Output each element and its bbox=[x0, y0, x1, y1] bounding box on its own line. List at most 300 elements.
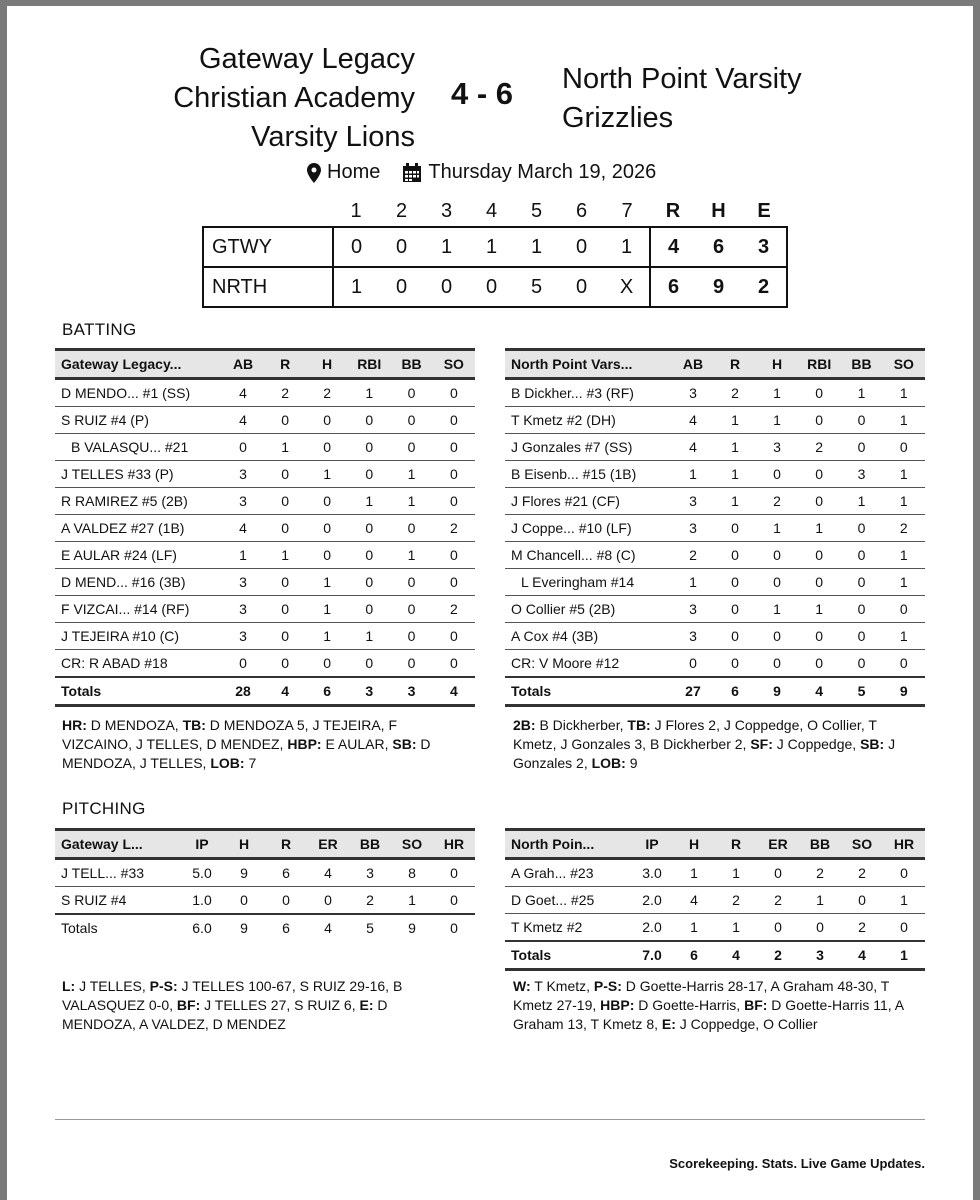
stat-value: 0 bbox=[223, 887, 265, 915]
home-batting-table bbox=[55, 348, 475, 707]
player-row bbox=[505, 914, 925, 942]
player-name: E AULAR #24 (LF) bbox=[55, 542, 222, 569]
totals-value: 3 bbox=[348, 677, 390, 706]
note-text: T Kmetz, bbox=[530, 978, 594, 994]
totals-value: 3 bbox=[799, 941, 841, 970]
stat-value: 2.0 bbox=[631, 887, 673, 914]
player-name: J TELL... #33 bbox=[55, 859, 181, 887]
home-pitching-notes bbox=[62, 977, 462, 1034]
location-label: Home bbox=[327, 161, 381, 183]
note-text: J Coppedge, bbox=[772, 736, 861, 752]
linescore-header: E bbox=[757, 199, 771, 222]
player-name: S RUIZ #4 (P) bbox=[55, 407, 222, 434]
player-name: A Cox #4 (3B) bbox=[505, 623, 672, 650]
stat-column-header: H bbox=[673, 830, 715, 859]
player-row bbox=[55, 569, 475, 596]
stat-value: 0 bbox=[840, 407, 882, 434]
stat-value: 3 bbox=[222, 461, 264, 488]
stat-value: 0 bbox=[348, 434, 390, 461]
stat-value: 2 bbox=[349, 887, 391, 915]
note-key: 2B: bbox=[513, 717, 536, 733]
note-key: P-S: bbox=[593, 978, 622, 994]
totals-value: 0 bbox=[433, 914, 475, 941]
stat-value: 1 bbox=[391, 887, 433, 915]
stat-value: 2 bbox=[756, 488, 798, 515]
stat-value: 0 bbox=[840, 434, 882, 461]
stat-value: 1 bbox=[348, 379, 390, 407]
stat-value: 2 bbox=[264, 379, 306, 407]
player-row bbox=[505, 407, 925, 434]
linescore-header: 3 bbox=[440, 199, 453, 222]
stat-value: 0 bbox=[756, 461, 798, 488]
stat-value: 0 bbox=[840, 596, 882, 623]
inning-score: 0 bbox=[379, 267, 424, 307]
table-header-row bbox=[55, 350, 475, 379]
player-row bbox=[505, 887, 925, 914]
away-team-line: North Point Varsity bbox=[562, 63, 802, 95]
stat-value: 4 bbox=[307, 859, 349, 887]
player-row bbox=[505, 650, 925, 678]
note-key: TB: bbox=[182, 717, 206, 733]
note-text: D MENDOZA 5, J TEJEIRA, F VIZCAINO, J TELLES, D MENDEZ, bbox=[62, 717, 397, 752]
stat-value: 0 bbox=[390, 407, 432, 434]
stat-column-header: RBI bbox=[798, 350, 840, 379]
stat-value: 0 bbox=[714, 569, 756, 596]
batting-section-title: BATTING bbox=[62, 320, 137, 339]
stat-value: 1 bbox=[390, 542, 432, 569]
player-row bbox=[55, 542, 475, 569]
stat-value: 1 bbox=[883, 407, 925, 434]
stat-value: 0 bbox=[840, 623, 882, 650]
stat-value: 1 bbox=[798, 515, 840, 542]
player-name: D Goet... #25 bbox=[505, 887, 631, 914]
player-row bbox=[55, 488, 475, 515]
player-row bbox=[55, 515, 475, 542]
stat-value: 0 bbox=[756, 542, 798, 569]
stat-value: 0 bbox=[883, 650, 925, 678]
note-text: J Flores 2, J Coppedge, O Collier, T Kmetz, J Gonzales 3, B Dickherber 2, bbox=[513, 717, 877, 752]
hits-total: 6 bbox=[696, 227, 741, 267]
stat-value: 1 bbox=[883, 461, 925, 488]
player-row bbox=[55, 407, 475, 434]
stat-value: 0 bbox=[798, 542, 840, 569]
line-score bbox=[202, 196, 788, 308]
stat-value: 1 bbox=[714, 434, 756, 461]
stat-column-header: RBI bbox=[348, 350, 390, 379]
linescore-header: 2 bbox=[395, 199, 408, 222]
player-name: B Eisenb... #15 (1B) bbox=[505, 461, 672, 488]
totals-row bbox=[55, 677, 475, 706]
stat-column-header: IP bbox=[631, 830, 673, 859]
stat-value: 0 bbox=[306, 515, 348, 542]
stat-value: 0 bbox=[264, 569, 306, 596]
stat-value: 0 bbox=[714, 596, 756, 623]
stat-value: 1 bbox=[883, 569, 925, 596]
player-row bbox=[55, 596, 475, 623]
stat-value: 0 bbox=[306, 650, 348, 678]
stat-value: 2 bbox=[757, 887, 799, 914]
totals-value: 5 bbox=[840, 677, 882, 706]
stat-value: 2 bbox=[883, 515, 925, 542]
stat-value: 4 bbox=[222, 515, 264, 542]
stat-value: 0 bbox=[714, 650, 756, 678]
note-key: E: bbox=[359, 997, 374, 1013]
table-header-row bbox=[55, 830, 475, 859]
note-key: SB: bbox=[860, 736, 885, 752]
stat-value: 0 bbox=[433, 379, 475, 407]
away-team-name bbox=[562, 60, 922, 138]
stat-value: 0 bbox=[264, 623, 306, 650]
totals-label: Totals bbox=[505, 677, 672, 706]
totals-value: 2 bbox=[757, 941, 799, 970]
stat-value: 5.0 bbox=[181, 859, 223, 887]
player-row bbox=[505, 461, 925, 488]
note-text: J TELLES 100-67, S RUIZ 29-16, B VALASQUEZ 0-0, bbox=[62, 978, 403, 1013]
stat-value: 0 bbox=[264, 650, 306, 678]
team-column-header: Gateway Legacy... bbox=[55, 350, 222, 379]
stat-value: 2 bbox=[714, 379, 756, 407]
player-row bbox=[55, 887, 475, 915]
stat-value: 1 bbox=[756, 515, 798, 542]
player-row bbox=[505, 379, 925, 407]
stat-value: 0 bbox=[756, 623, 798, 650]
linescore-header: 6 bbox=[575, 199, 588, 222]
player-name: M Chancell... #8 (C) bbox=[505, 542, 672, 569]
linescore-header: 7 bbox=[621, 199, 633, 222]
note-text: D MENDOZA, J TELLES, bbox=[62, 736, 431, 771]
stat-value: 0 bbox=[433, 407, 475, 434]
totals-value: 4 bbox=[798, 677, 840, 706]
stat-column-header: R bbox=[264, 350, 306, 379]
stat-value: 1 bbox=[672, 569, 714, 596]
linescore-team: GTWY bbox=[203, 227, 333, 267]
stat-value: 0 bbox=[756, 650, 798, 678]
inning-score: 1 bbox=[333, 267, 379, 307]
scorebook-page bbox=[7, 6, 973, 1200]
linescore-header: 1 bbox=[350, 199, 362, 222]
player-row bbox=[505, 515, 925, 542]
inning-score: X bbox=[604, 267, 650, 307]
note-key: LOB: bbox=[210, 755, 245, 771]
player-name: L Everingham #14 bbox=[505, 569, 672, 596]
stat-value: 0 bbox=[757, 859, 799, 887]
stat-value: 0 bbox=[883, 914, 925, 942]
stat-column-header: H bbox=[223, 830, 265, 859]
player-name: D MENDO... #1 (SS) bbox=[55, 379, 222, 407]
linescore-header: H bbox=[711, 199, 726, 222]
note-key: W: bbox=[513, 978, 531, 994]
stat-column-header: BB bbox=[799, 830, 841, 859]
stat-value: 2 bbox=[433, 596, 475, 623]
stat-column-header: R bbox=[715, 830, 757, 859]
stat-value: 1 bbox=[306, 569, 348, 596]
stat-value: 0 bbox=[306, 488, 348, 515]
player-name: J Coppe... #10 (LF) bbox=[505, 515, 672, 542]
stat-value: 0 bbox=[306, 407, 348, 434]
stat-value: 0 bbox=[390, 650, 432, 678]
stat-value: 8 bbox=[391, 859, 433, 887]
stat-value: 2 bbox=[841, 859, 883, 887]
stat-value: 1 bbox=[715, 859, 757, 887]
stat-column-header: BB bbox=[390, 350, 432, 379]
totals-value: 6 bbox=[673, 941, 715, 970]
player-name: B VALASQU... #21 bbox=[55, 434, 222, 461]
stat-value: 0 bbox=[390, 623, 432, 650]
totals-row bbox=[505, 941, 925, 970]
stat-value: 0 bbox=[390, 515, 432, 542]
errors-total: 2 bbox=[741, 267, 787, 307]
stat-column-header: H bbox=[756, 350, 798, 379]
note-text: D Goette-Harris, bbox=[634, 997, 745, 1013]
note-key: SF: bbox=[750, 736, 773, 752]
home-team-line: Christian Academy bbox=[173, 82, 415, 114]
stat-value: 0 bbox=[264, 461, 306, 488]
player-name: B Dickher... #3 (RF) bbox=[505, 379, 672, 407]
stat-value: 0 bbox=[757, 914, 799, 942]
player-name: J TELLES #33 (P) bbox=[55, 461, 222, 488]
inning-score: 5 bbox=[514, 267, 559, 307]
stat-value: 0 bbox=[348, 461, 390, 488]
inning-score: 1 bbox=[469, 227, 514, 267]
stat-value: 1 bbox=[390, 488, 432, 515]
runs-total: 4 bbox=[650, 227, 696, 267]
stat-value: 1 bbox=[348, 488, 390, 515]
linescore-row bbox=[203, 267, 787, 307]
note-text: B Dickherber, bbox=[535, 717, 628, 733]
map-pin-icon bbox=[307, 163, 321, 183]
stat-column-header: R bbox=[265, 830, 307, 859]
home-team-name bbox=[55, 40, 415, 157]
stat-value: 0 bbox=[883, 859, 925, 887]
stat-value: 0 bbox=[714, 515, 756, 542]
stat-value: 0 bbox=[307, 887, 349, 915]
linescore-header: 5 bbox=[530, 199, 543, 222]
stat-value: 0 bbox=[306, 434, 348, 461]
player-name: CR: R ABAD #18 bbox=[55, 650, 222, 678]
linescore-header: 4 bbox=[485, 199, 498, 222]
stat-value: 0 bbox=[348, 650, 390, 678]
inning-score: 0 bbox=[559, 227, 604, 267]
totals-value: 6 bbox=[714, 677, 756, 706]
stat-value: 0 bbox=[840, 542, 882, 569]
stat-value: 0 bbox=[841, 887, 883, 914]
stat-column-header: ER bbox=[757, 830, 799, 859]
stat-value: 0 bbox=[433, 434, 475, 461]
player-row bbox=[55, 650, 475, 678]
player-row bbox=[55, 623, 475, 650]
totals-value: 1 bbox=[883, 941, 925, 970]
player-row bbox=[505, 569, 925, 596]
stat-value: 1 bbox=[672, 461, 714, 488]
note-key: L: bbox=[62, 978, 76, 994]
stat-column-header: SO bbox=[391, 830, 433, 859]
player-name: T Kmetz #2 bbox=[505, 914, 631, 942]
stat-value: 1 bbox=[306, 461, 348, 488]
home-pitching-table bbox=[55, 828, 475, 941]
stat-value: 2 bbox=[715, 887, 757, 914]
totals-label: Totals bbox=[55, 914, 181, 941]
away-batting-table bbox=[505, 348, 925, 707]
stat-value: 0 bbox=[264, 515, 306, 542]
stat-value: 0 bbox=[840, 650, 882, 678]
player-name: CR: V Moore #12 bbox=[505, 650, 672, 678]
totals-value: 6 bbox=[265, 914, 307, 941]
stat-value: 1 bbox=[673, 859, 715, 887]
stat-value: 0 bbox=[433, 859, 475, 887]
player-name: J Flores #21 (CF) bbox=[505, 488, 672, 515]
totals-value: 27 bbox=[672, 677, 714, 706]
stat-column-header: SO bbox=[433, 350, 475, 379]
totals-value: 4 bbox=[715, 941, 757, 970]
player-name: R RAMIREZ #5 (2B) bbox=[55, 488, 222, 515]
stat-value: 1 bbox=[883, 379, 925, 407]
note-text: 9 bbox=[625, 755, 638, 771]
stat-value: 0 bbox=[714, 542, 756, 569]
stat-value: 0 bbox=[433, 569, 475, 596]
stat-value: 0 bbox=[348, 542, 390, 569]
stat-value: 0 bbox=[798, 461, 840, 488]
stat-value: 0 bbox=[799, 914, 841, 942]
footer-divider bbox=[55, 1119, 925, 1120]
inning-score: 0 bbox=[469, 267, 514, 307]
stat-value: 0 bbox=[433, 488, 475, 515]
player-row bbox=[505, 542, 925, 569]
stat-value: 0 bbox=[264, 407, 306, 434]
note-key: BF: bbox=[176, 997, 201, 1013]
stat-value: 1 bbox=[840, 488, 882, 515]
stat-value: 1 bbox=[756, 407, 798, 434]
stat-value: 4 bbox=[673, 887, 715, 914]
runs-total: 6 bbox=[650, 267, 696, 307]
stat-column-header: SO bbox=[841, 830, 883, 859]
stat-value: 0 bbox=[306, 542, 348, 569]
stat-value: 0 bbox=[348, 596, 390, 623]
stat-column-header: BB bbox=[349, 830, 391, 859]
stat-value: 0 bbox=[798, 488, 840, 515]
stat-column-header: IP bbox=[181, 830, 223, 859]
home-batting-notes bbox=[62, 716, 462, 773]
stat-column-header: HR bbox=[433, 830, 475, 859]
stat-value: 3 bbox=[349, 859, 391, 887]
stat-value: 4 bbox=[222, 379, 264, 407]
note-key: HBP: bbox=[287, 736, 322, 752]
hits-total: 9 bbox=[696, 267, 741, 307]
stat-value: 3.0 bbox=[631, 859, 673, 887]
totals-value: 9 bbox=[756, 677, 798, 706]
note-text: D Goette-Harris 11, A Graham 13, T Kmetz 8, bbox=[513, 997, 904, 1032]
stat-value: 1 bbox=[799, 887, 841, 914]
stat-column-header: H bbox=[306, 350, 348, 379]
stat-value: 4 bbox=[222, 407, 264, 434]
linescore-team: NRTH bbox=[203, 267, 333, 307]
stat-value: 0 bbox=[756, 569, 798, 596]
table-header-row bbox=[505, 830, 925, 859]
totals-value: 9 bbox=[391, 914, 433, 941]
stat-value: 1 bbox=[714, 488, 756, 515]
home-team-line: Varsity Lions bbox=[251, 121, 415, 153]
note-key: HR: bbox=[62, 717, 87, 733]
player-row bbox=[505, 488, 925, 515]
inning-score: 0 bbox=[379, 227, 424, 267]
stat-value: 1 bbox=[798, 596, 840, 623]
note-text: D Goette-Harris 28-17, A Graham 48-30, T Kmetz 27-19, bbox=[513, 978, 890, 1013]
stat-value: 0 bbox=[798, 379, 840, 407]
stat-column-header: R bbox=[714, 350, 756, 379]
stat-column-header: BB bbox=[840, 350, 882, 379]
team-column-header: North Point Vars... bbox=[505, 350, 672, 379]
player-row bbox=[505, 623, 925, 650]
player-row bbox=[55, 379, 475, 407]
stat-value: 0 bbox=[714, 623, 756, 650]
stat-value: 1 bbox=[883, 488, 925, 515]
stat-column-header: AB bbox=[222, 350, 264, 379]
stat-value: 1 bbox=[756, 379, 798, 407]
totals-value: 3 bbox=[390, 677, 432, 706]
totals-value: 9 bbox=[883, 677, 925, 706]
note-key: TB: bbox=[627, 717, 651, 733]
stat-value: 0 bbox=[840, 515, 882, 542]
away-pitching-table bbox=[505, 828, 925, 971]
stat-value: 1 bbox=[264, 542, 306, 569]
stat-value: 2 bbox=[799, 859, 841, 887]
team-column-header: North Poin... bbox=[505, 830, 631, 859]
inning-score: 0 bbox=[333, 227, 379, 267]
stat-value: 0 bbox=[433, 650, 475, 678]
inning-score: 1 bbox=[424, 227, 469, 267]
note-key: HBP: bbox=[600, 997, 635, 1013]
stat-value: 0 bbox=[348, 515, 390, 542]
inning-score: 0 bbox=[559, 267, 604, 307]
player-row bbox=[505, 434, 925, 461]
stat-value: 2 bbox=[841, 914, 883, 942]
home-team-line: Gateway Legacy bbox=[198, 43, 415, 75]
stat-value: 1 bbox=[714, 407, 756, 434]
note-key: E: bbox=[661, 1016, 676, 1032]
away-batting-notes bbox=[513, 716, 913, 773]
stat-value: 0 bbox=[348, 407, 390, 434]
table-header-row bbox=[505, 350, 925, 379]
stat-value: 1 bbox=[883, 887, 925, 914]
player-row bbox=[55, 434, 475, 461]
stat-value: 1 bbox=[222, 542, 264, 569]
totals-value: 4 bbox=[841, 941, 883, 970]
stat-value: 4 bbox=[672, 407, 714, 434]
note-text: D MENDOZA, bbox=[86, 717, 183, 733]
stat-value: 3 bbox=[672, 623, 714, 650]
player-name: S RUIZ #4 bbox=[55, 887, 181, 915]
stat-value: 1 bbox=[756, 596, 798, 623]
stat-value: 1 bbox=[306, 596, 348, 623]
stat-value: 3 bbox=[222, 596, 264, 623]
stat-column-header: SO bbox=[883, 350, 925, 379]
stat-value: 1 bbox=[306, 623, 348, 650]
stat-value: 3 bbox=[840, 461, 882, 488]
stat-value: 3 bbox=[222, 488, 264, 515]
stat-value: 0 bbox=[390, 569, 432, 596]
stat-value: 2.0 bbox=[631, 914, 673, 942]
stat-value: 4 bbox=[672, 434, 714, 461]
inning-score: 1 bbox=[514, 227, 559, 267]
final-score: 4 - 6 bbox=[451, 76, 514, 111]
stat-value: 3 bbox=[222, 569, 264, 596]
stat-value: 0 bbox=[433, 887, 475, 915]
totals-row bbox=[505, 677, 925, 706]
player-name: D MEND... #16 (3B) bbox=[55, 569, 222, 596]
stat-value: 0 bbox=[798, 569, 840, 596]
errors-total: 3 bbox=[741, 227, 787, 267]
note-key: P-S: bbox=[149, 978, 178, 994]
stat-value: 0 bbox=[390, 596, 432, 623]
